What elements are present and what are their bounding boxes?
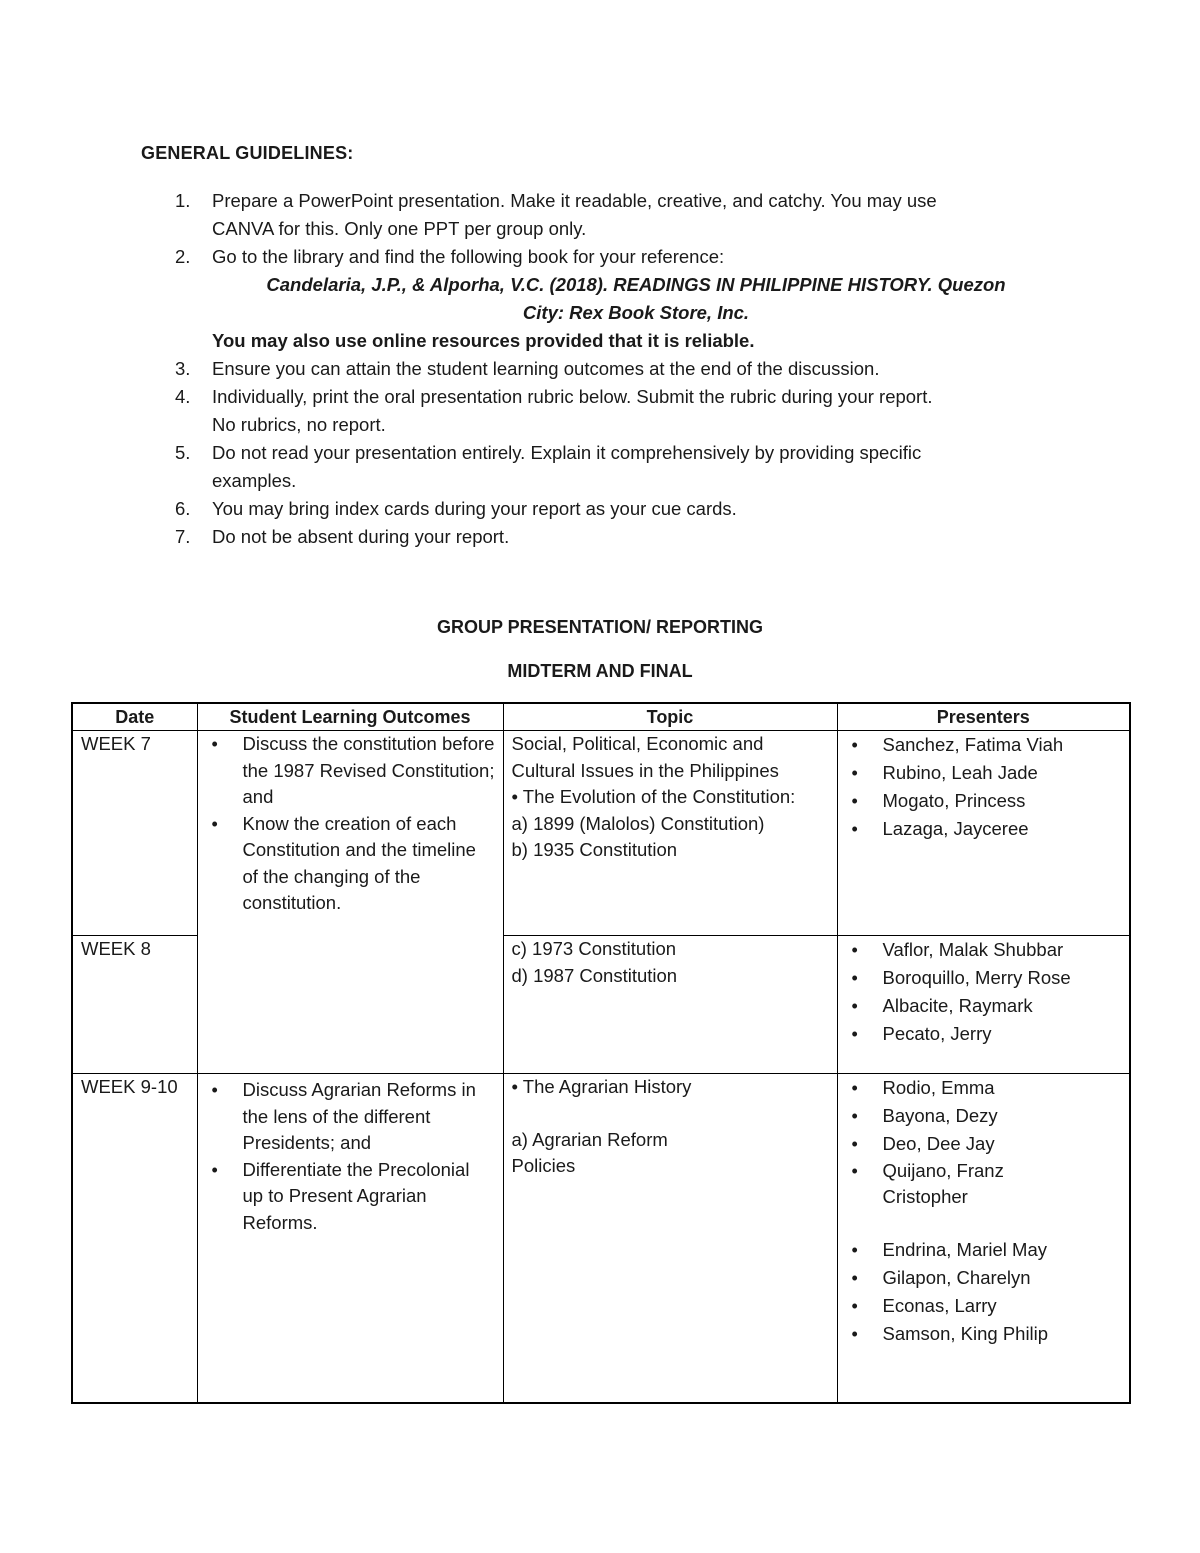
guideline-item-3 [141,355,1061,383]
presenter-item: • Vaflor, Malak Shubbar [846,936,1122,964]
guideline-text: Ensure you can attain the student learning outcomes at the end of the discussion. [212,358,880,379]
outcome-item: • Discuss the constitution before the 1987 Revised Constitution; and [206,731,495,811]
date-cell: WEEK 7 [72,731,197,936]
table-row [72,1074,1130,1404]
topic-cell [503,1074,837,1404]
online-resources-note: You may also use online resources provided that it is reliable. [212,330,755,351]
guideline-item-6 [141,495,1061,523]
guideline-number: 2. [175,246,191,267]
presenter-item: • Boroquillo, Merry Rose [846,964,1122,992]
guideline-text: CANVA for this. Only one PPT per group only. [212,218,587,239]
presenter-item: • Endrina, Mariel May [846,1236,1122,1264]
presenter-item: • Rubino, Leah Jade [846,759,1122,787]
presenter-item: • Econas, Larry [846,1292,1122,1320]
presenter-item: • Lazaga, Jayceree [846,815,1122,843]
guideline-number: 3. [175,358,191,379]
presenter-item: • Albacite, Raymark [846,992,1122,1020]
presenter-item: • Samson, King Philip [846,1320,1122,1348]
guideline-number: 4. [175,386,191,407]
guideline-item-2 [141,243,1061,355]
citation-line: Candelaria, J.P., & Alporha, V.C. (2018). READINGS IN PHILIPPINE HISTORY. Quezon [266,274,1006,295]
presenter-item: • Quijano, Franz Cristopher [846,1158,1043,1210]
guideline-text: You may bring index cards during your report as your cue cards. [212,498,737,519]
guideline-item-7 [141,523,1061,551]
topic-line: c) 1973 Constitution [511,938,677,959]
outcomes-cell [197,731,503,1074]
guideline-number: 6. [175,498,191,519]
guideline-number: 5. [175,442,191,463]
topic-line: b) 1935 Constitution [511,839,678,860]
guideline-text: Individually, print the oral presentation rubric below. Submit the rubric during your report. [212,386,933,407]
presenters-cell [837,731,1130,936]
topic-line: • The Agrarian History [511,1076,692,1097]
presenter-item: • Rodio, Emma [846,1074,1122,1102]
header-presenters: Presenters [837,703,1130,731]
presenter-item: • Deo, Dee Jay [846,1130,1122,1158]
presenter-item: • Bayona, Dezy [846,1102,1122,1130]
header-topic: Topic [503,703,837,731]
outcomes-cell [197,1074,503,1404]
presenter-item: • Pecato, Jerry [846,1020,1122,1048]
table-header-row [72,703,1130,731]
guideline-number: 7. [175,526,191,547]
date-cell: WEEK 9-10 [72,1074,197,1404]
guideline-item-4 [141,383,1061,439]
header-outcomes: Student Learning Outcomes [197,703,503,731]
outcome-item: • Know the creation of each Constitution and the timeline of the changing of the constitution. [206,811,495,917]
presenter-item: • Sanchez, Fatima Viah [846,731,1122,759]
topic-line: a) 1899 (Malolos) Constitution) [511,812,765,834]
presenter-item: • Mogato, Princess [846,787,1122,815]
guideline-item-5 [141,439,1061,495]
presenter-item: • Gilapon, Charelyn [846,1264,1122,1292]
section-subtitle: MIDTERM AND FINAL [507,661,693,681]
topic-line: d) 1987 Constitution [511,964,678,986]
table-row [72,731,1130,936]
guideline-text: No rubrics, no report. [212,414,386,435]
guidelines-heading: GENERAL GUIDELINES: [141,143,354,163]
guideline-text: Go to the library and find the following book for your reference: [212,246,725,267]
topic-line: • The Evolution of the Constitution: [511,786,796,807]
topic-cell [503,936,837,1074]
outcome-item: • Differentiate the Precolonial up to Present Agrarian Reforms. [206,1157,495,1237]
guideline-number: 1. [175,190,191,211]
guideline-text: examples. [212,470,297,491]
topic-line: Social, Political, Economic and Cultural Issues in the Philippines [511,733,779,781]
guideline-text: Do not be absent during your report. [212,526,510,547]
citation-line: City: Rex Book Store, Inc. [522,302,750,323]
guideline-item-1 [141,187,1061,243]
presenters-cell [837,936,1130,1074]
header-date: Date [72,703,197,731]
book-citation [141,271,1131,327]
guideline-text: Prepare a PowerPoint presentation. Make it readable, creative, and catchy. You may use [212,190,937,211]
date-cell: WEEK 8 [72,936,197,1074]
presenters-cell [837,1074,1130,1404]
outcome-item: • Discuss Agrarian Reforms in the lens of the different Presidents; and [206,1077,495,1157]
guideline-text: Do not read your presentation entirely. Explain it comprehensively by providing specific [212,442,922,463]
topic-cell [503,731,837,936]
section-title: GROUP PRESENTATION/ REPORTING [436,617,764,637]
topic-line: a) Agrarian Reform Policies [511,1128,668,1176]
guidelines-list [141,187,1061,551]
schedule-table [71,702,1131,1404]
